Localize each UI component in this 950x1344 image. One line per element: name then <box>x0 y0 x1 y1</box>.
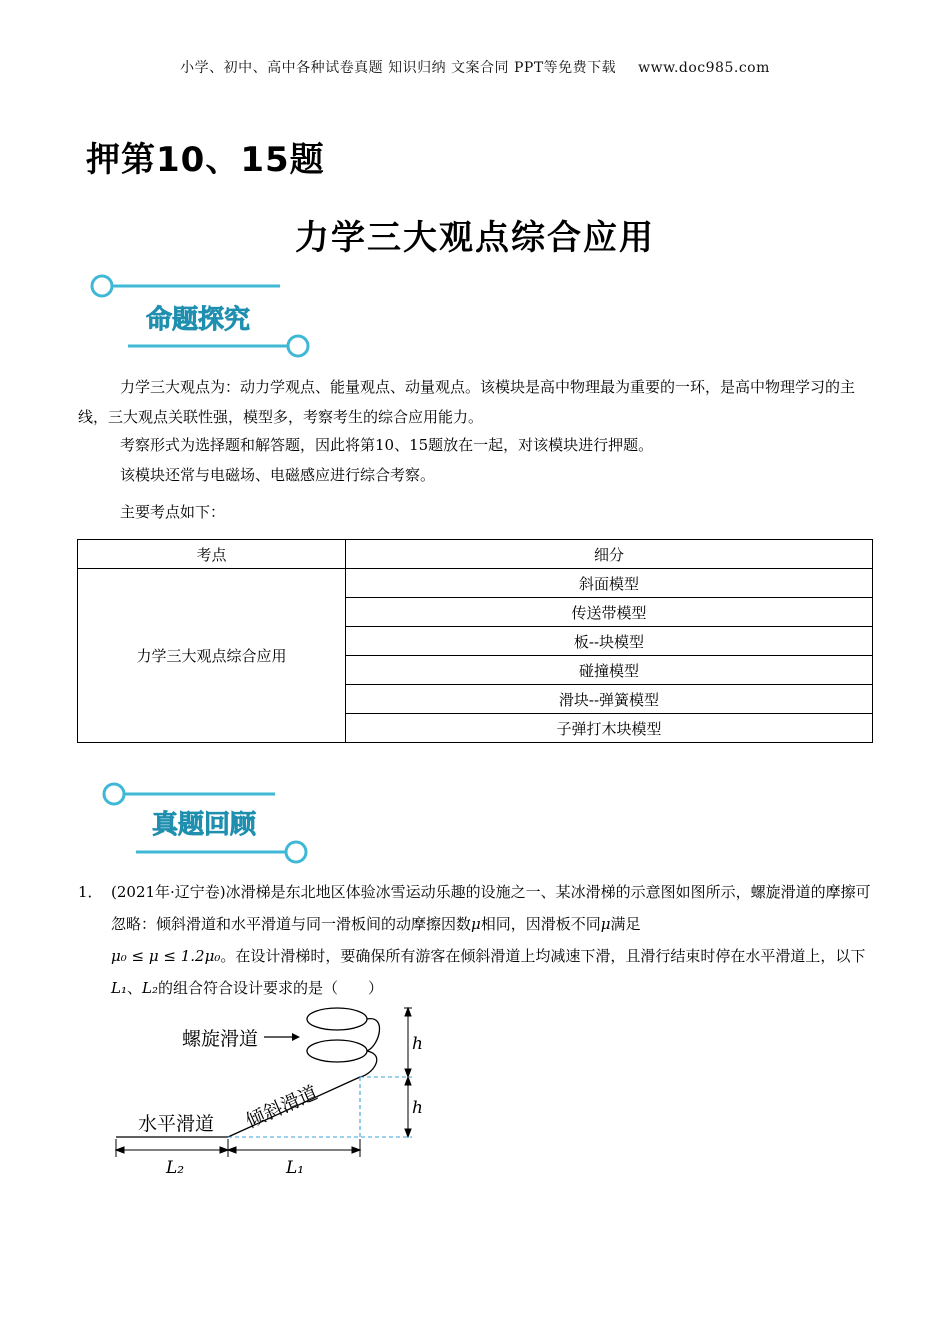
height-label-lower: h <box>412 1098 423 1118</box>
table-item-cell: 碰撞模型 <box>346 656 873 685</box>
table-item-cell: 斜面模型 <box>346 569 873 598</box>
question-L1: L₁ <box>111 979 127 997</box>
section-title: 押第10、15题 <box>86 140 325 180</box>
question-1 <box>78 876 878 1004</box>
banner-proposition <box>90 268 320 363</box>
header-text: 小学、初中、高中各种试卷真题 知识归纳 文案合同 PPT等免费下载 <box>180 60 617 76</box>
incline-label: 倾斜滑道 <box>242 1081 321 1133</box>
question-condition: μ₀ ≤ μ ≤ 1.2μ₀ <box>111 947 221 965</box>
table-item-cell: 板--块模型 <box>346 627 873 656</box>
table-row <box>78 569 873 598</box>
length-dimension <box>116 1139 360 1157</box>
intro-paragraph-2: 考察形式为选择题和解答题，因此将第10、15题放在一起，对该模块进行押题。 <box>120 436 654 454</box>
question-mu-2: μ <box>600 915 611 933</box>
length-label-L1: L₁ <box>286 1158 305 1178</box>
question-text-4: 。在设计滑梯时，要确保所有游客在倾斜滑道上均减速下滑，且滑行结束时停在水平滑道上，以下 <box>220 947 866 965</box>
spiral-label: 螺旋滑道 <box>182 1028 259 1050</box>
question-text-3: 满足 <box>610 915 641 933</box>
table-item-cell: 传送带模型 <box>346 598 873 627</box>
question-L2: L₂ <box>142 979 158 997</box>
banner-proposition-label: 命题探究 <box>146 305 251 335</box>
table-header-detail: 细分 <box>346 540 873 569</box>
page-title: 力学三大观点综合应用 <box>295 218 655 258</box>
question-sep: 、 <box>126 979 142 997</box>
question-text-5: 的组合符合设计要求的是（ ） <box>157 979 383 997</box>
horizontal-label: 水平滑道 <box>138 1113 215 1135</box>
table-header-topic: 考点 <box>78 540 346 569</box>
height-label-upper: h <box>412 1034 423 1054</box>
spiral-track-icon <box>307 1008 380 1077</box>
height-dimension <box>404 1008 412 1137</box>
header-site[interactable]: www.doc985.com <box>638 60 770 76</box>
intro-paragraph-4: 主要考点如下： <box>120 503 226 521</box>
question-text-1: (2021年·辽宁卷)冰滑梯是东北地区体验冰雪运动乐趣的设施之一、某冰滑梯的示意图如图所示，螺旋滑道的摩擦可忽略：倾斜滑道和水平滑道与同一滑板间的动摩擦因数 <box>111 883 871 933</box>
topics-table <box>77 539 873 743</box>
page-header <box>0 57 950 77</box>
table-item-cell: 滑块--弹簧模型 <box>346 685 873 714</box>
intro-paragraph-3: 该模块还常与电磁场、电磁感应进行综合考察。 <box>120 466 436 484</box>
table-topic-cell: 力学三大观点综合应用 <box>78 569 346 743</box>
banner-review-label: 真题回顾 <box>152 810 257 840</box>
length-label-L2: L₂ <box>166 1158 185 1178</box>
banner-review <box>100 776 330 871</box>
question-text-2: 相同，因滑板不同 <box>480 915 601 933</box>
spiral-pointer-arrowhead <box>292 1033 300 1041</box>
table-header-row <box>78 540 873 569</box>
slide-diagram <box>112 1005 432 1180</box>
question-number: 1． <box>78 883 103 901</box>
table-item-cell: 子弹打木块模型 <box>346 714 873 743</box>
question-mu: μ <box>471 915 481 933</box>
intro-paragraph-1: 力学三大观点为：动力学观点、能量观点、动量观点。该模块是高中物理最为重要的一环，是高中物理学习的主线，三大观点关联性强，模型多，考察考生的综合应用能力。 <box>78 378 856 426</box>
